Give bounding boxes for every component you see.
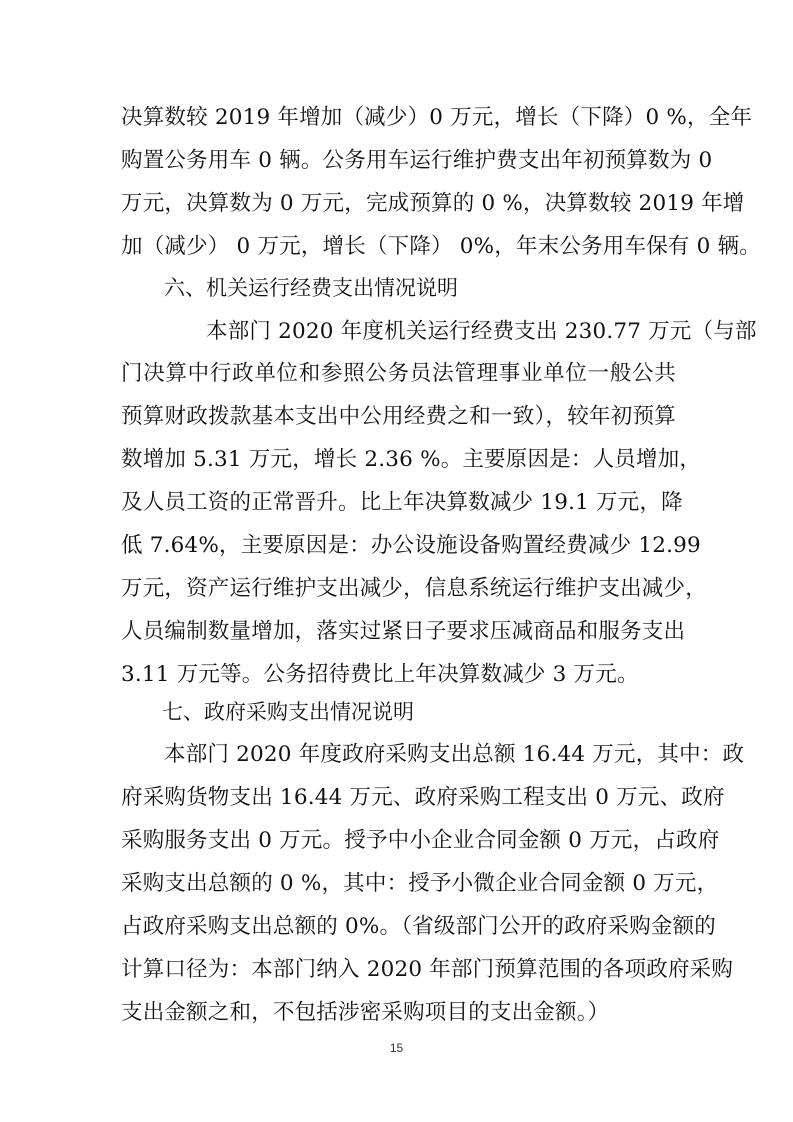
page-number: 15 — [389, 1041, 404, 1055]
paragraph-line: 门决算中行政单位和参照公务员法管理事业单位一般公共 — [121, 361, 676, 386]
paragraph-line: 人员编制数量增加，落实过紧日子要求压减商品和服务支出 — [121, 619, 686, 644]
paragraph-line: 本部门 2020 年度机关运行经费支出 230.77 万元（与部 — [206, 319, 757, 344]
paragraph-line: 低 7.64%，主要原因是：办公设施设备购置经费减少 12.99 — [121, 533, 701, 558]
paragraph-line: 占政府采购支出总额的 0%。（省级部门公开的政府采购金额的 — [121, 914, 716, 939]
paragraph-line: 加（减少） 0 万元，增长（下降） 0%，年末公务用车保有 0 辆。 — [121, 234, 761, 259]
paragraph-line: 决算数较 2019 年增加（减少）0 万元，增长（下降）0 %，全年 — [121, 105, 753, 130]
paragraph-line: 本部门 2020 年度政府采购支出总额 16.44 万元，其中：政 — [164, 742, 745, 767]
paragraph-line: 及人员工资的正常晋升。比上年决算数减少 19.1 万元，降 — [121, 490, 683, 515]
paragraph-line: 预算财政拨款基本支出中公用经费之和一致），较年初预算 — [121, 404, 676, 429]
paragraph-line: 3.11 万元等。公务招待费比上年决算数减少 3 万元。 — [121, 662, 639, 687]
paragraph-line: 万元，资产运行维护支出减少，信息系统运行维护支出减少， — [121, 576, 707, 601]
paragraph-line: 采购支出总额的 0 %，其中：授予小微企业合同金额 0 万元， — [121, 871, 719, 896]
paragraph-line: 府采购货物支出 16.44 万元、政府采购工程支出 0 万元、政府 — [121, 785, 725, 810]
paragraph-line: 购置公务用车 0 辆。公务用车运行维护费支出年初预算数为 0 — [121, 148, 713, 173]
paragraph-line: 采购服务支出 0 万元。授予中小企业合同金额 0 万元，占政府 — [121, 828, 720, 853]
paragraph-line: 数增加 5.31 万元，增长 2.36 %。主要原因是：人员增加， — [121, 447, 702, 472]
section-heading-six: 六、机关运行经费支出情况说明 — [164, 276, 458, 300]
paragraph-line: 支出金额之和，不包括涉密采购项目的支出金额。） — [121, 1000, 610, 1025]
paragraph-line: 计算口径为：本部门纳入 2020 年部门预算范围的各项政府采购 — [121, 957, 734, 982]
section-heading-seven: 七、政府采购支出情况说明 — [162, 700, 414, 724]
paragraph-line: 万元，决算数为 0 万元，完成预算的 0 %，决算数较 2019 年增 — [121, 191, 745, 216]
